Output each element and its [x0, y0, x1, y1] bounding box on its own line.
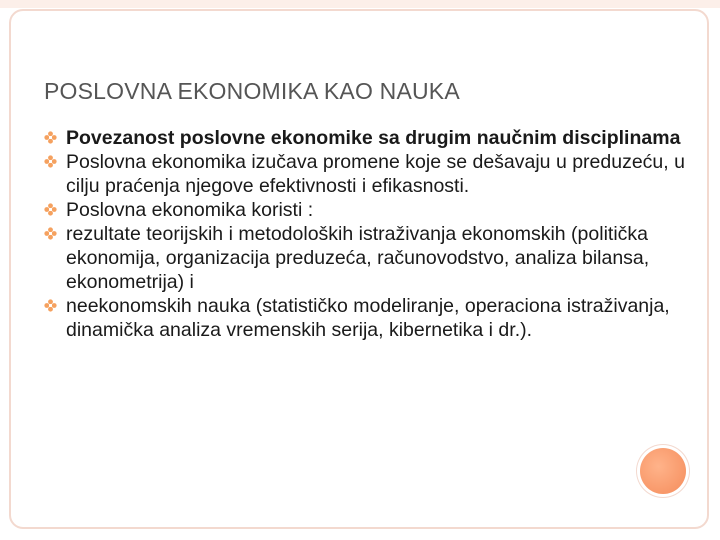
- slide-title: POSLOVNA EKONOMIKA KAO NAUKA: [44, 78, 460, 104]
- bullet-item: [44, 222, 694, 294]
- flower-bullet-icon: [44, 299, 57, 312]
- bullet-item: [44, 126, 694, 150]
- bullet-list: [44, 126, 694, 342]
- bullet-text: neekonomskih nauka (statističko modeliranje, operaciona istraživanja, dinamička analiza vremenskih serija, kibernetika i dr.).: [66, 295, 670, 341]
- bullet-item: [44, 150, 694, 198]
- flower-bullet-icon: [44, 131, 57, 144]
- bullet-text: Povezanost poslovne ekonomike sa drugim naučnim disciplinama: [66, 127, 681, 149]
- bullet-text: Poslovna ekonomika koristi :: [66, 199, 314, 221]
- bullet-item: [44, 294, 694, 342]
- flower-bullet-icon: [44, 155, 57, 168]
- decorative-circle: [640, 448, 686, 494]
- top-accent-band: [0, 0, 720, 8]
- flower-bullet-icon: [44, 227, 57, 240]
- bullet-text: rezultate teorijskih i metodoloških istraživanja ekonomskih (politička ekonomija, organizacija preduzeća, računovodstvo, analiza bilansa, ekonometrija) i: [66, 223, 650, 293]
- bullet-text: Poslovna ekonomika izučava promene koje se dešavaju u preduzeću, u cilju praćenja njegove efektivnosti i efikasnosti.: [66, 151, 685, 197]
- bullet-item: [44, 198, 694, 222]
- flower-bullet-icon: [44, 203, 57, 216]
